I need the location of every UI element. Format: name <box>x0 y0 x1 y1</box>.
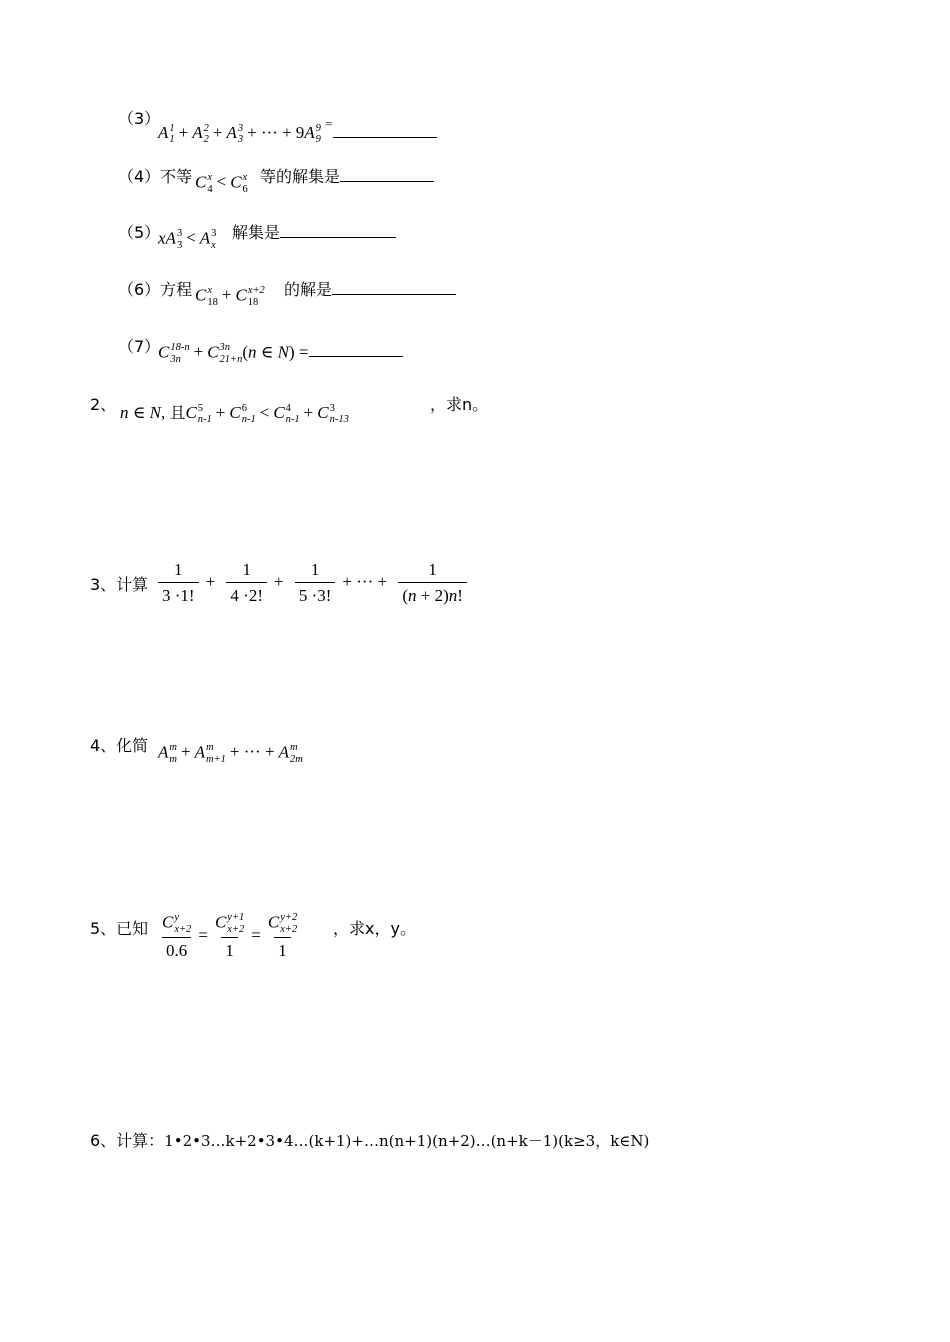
question-5 <box>90 916 148 939</box>
question-5-expression: C y x+2 0.6 = C y+1 x+2 1 = C y+2 x+2 1 <box>155 912 304 961</box>
question-2 <box>90 392 116 415</box>
question-2-tail <box>430 392 488 415</box>
question-2-label: 2、 <box>90 395 117 414</box>
problem-7-label: （7） <box>118 337 161 356</box>
problem-4 <box>118 164 192 187</box>
question-4-expression: A m m + A m m+1 + ··· + A m 2m <box>158 742 303 765</box>
problem-4-label: （4）不等 <box>118 167 193 186</box>
problem-6-expression: C x 18 + C x+2 18 <box>195 285 265 308</box>
fraction: $\frac{1}{(n + 2)n!}$ <box>398 560 467 606</box>
equals-sign: = <box>325 116 333 131</box>
problem-6-tail <box>284 277 456 300</box>
problem-5-expression: xA 3 3 < A 3 x <box>158 228 217 251</box>
answer-blank[interactable] <box>332 293 456 295</box>
problem-3-expression: A 1 1 + A 2 2 + A 3 3 + ··· + 9A 9 9 = <box>158 116 437 146</box>
problem-3 <box>118 106 160 129</box>
answer-blank[interactable] <box>309 355 403 357</box>
question-5-tail-text: ，求x，y。 <box>333 919 416 938</box>
question-2-tail-text: ，求n。 <box>430 395 489 414</box>
question-2-cond: 且 <box>169 403 186 422</box>
question-5-tail <box>333 916 416 939</box>
answer-blank[interactable] <box>280 236 396 238</box>
problem-4-tail <box>260 164 434 187</box>
question-4-label: 4、化简 <box>90 736 149 755</box>
question-6 <box>90 1128 649 1151</box>
problem-4-tail-text: 等的解集是 <box>260 167 341 186</box>
question-3-label: 3、计算 <box>90 575 149 594</box>
problem-7-expression: C 18-n 3n + C 3n 21+n (n ∈ N) = <box>158 342 403 365</box>
problem-3-label: （3） <box>118 109 161 128</box>
problem-6-label: （6）方程 <box>118 280 193 299</box>
question-3 <box>90 572 148 595</box>
problem-5-tail-text: 解集是 <box>232 223 281 242</box>
problem-5-label: （5） <box>118 223 161 242</box>
fraction: $\frac{1}{5 \cdot 3!}$ <box>295 560 336 606</box>
problem-6-tail-text: 的解是 <box>284 280 333 299</box>
answer-blank[interactable] <box>333 136 437 138</box>
question-3-expression: $\frac{1}{3 \cdot 1!}$ + $\frac{1}{4 \cdot 2!}$ + $\frac{1}{5 \cdot 3!}$ + ··· + $\frac{1}{(n + 2)n!}$ <box>155 560 470 606</box>
problem-7 <box>118 334 160 357</box>
problem-5 <box>118 220 160 243</box>
question-6-label: 6、计算： <box>90 1131 165 1150</box>
problem-4-expression: C x 4 < C x 6 <box>195 172 248 195</box>
question-5-label: 5、已知 <box>90 919 149 938</box>
problem-6 <box>118 277 192 300</box>
fraction: $\frac{1}{4 \cdot 2!}$ <box>226 560 267 606</box>
question-6-expression: 1•2•3…k+2•3•4…(k+1)+…n(n+1)(n+2)…(n+k－1)(k≥3，k∈N) <box>164 1132 650 1150</box>
fraction: C y+1 x+2 1 <box>214 912 245 961</box>
question-2-expression: n ∈ N, 且C 5 n-1 + C 6 n-1 < C 4 n-1 + C 3 n-13 <box>120 402 349 426</box>
fraction: $\frac{1}{3 \cdot 1!}$ <box>158 560 199 606</box>
answer-blank[interactable] <box>340 180 434 182</box>
question-4 <box>90 733 148 756</box>
equals-sign: = <box>298 342 309 362</box>
problem-5-tail <box>232 220 396 243</box>
fraction: C y+2 x+2 1 <box>267 912 298 961</box>
fraction: C y x+2 0.6 <box>162 912 192 961</box>
